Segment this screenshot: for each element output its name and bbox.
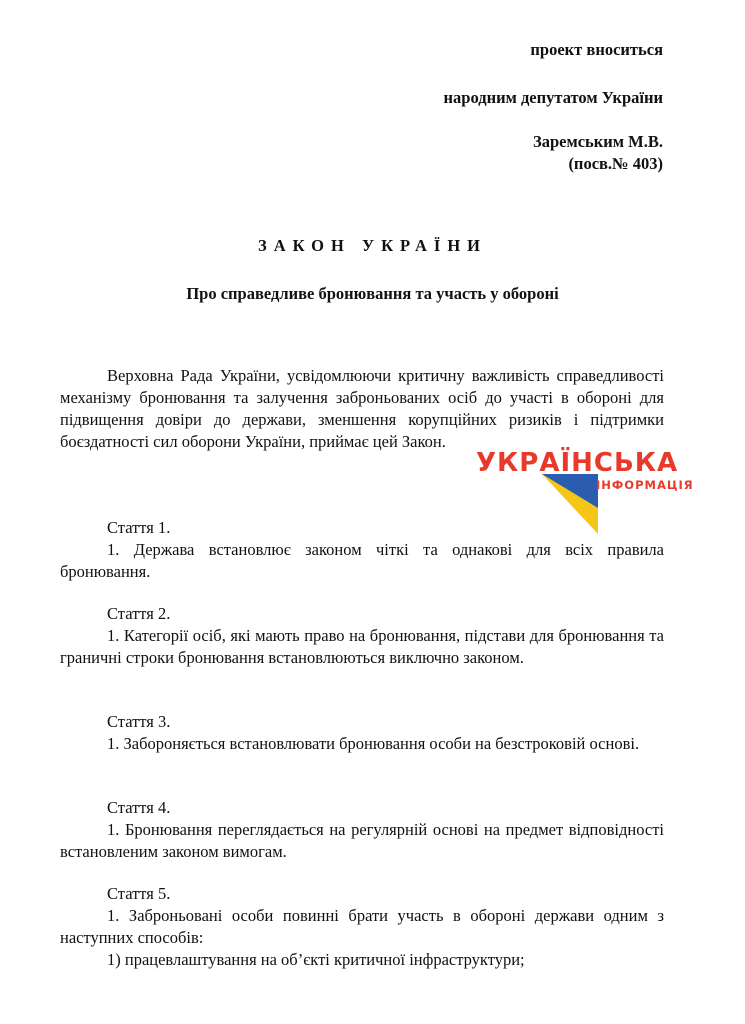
article-text: 1. Держава встановлює законом чіткі та однакові для всіх правила бронювання. xyxy=(60,540,664,581)
article-heading: Стаття 4. xyxy=(107,798,171,817)
header-line-author: Заремським М.В. xyxy=(533,132,663,151)
flag-triangle-icon xyxy=(542,474,598,534)
watermark-logo xyxy=(470,448,700,538)
law-subtitle: Про справедливе бронювання та участь у обороні xyxy=(186,284,559,303)
article-text: 1. Забороняється встановлювати бронювання особи на безстроковій основі. xyxy=(107,734,640,753)
watermark-subtitle: ІНФОРМАЦІЯ xyxy=(596,478,694,492)
article-heading: Стаття 2. xyxy=(107,604,171,623)
article-text: 1. Категорії осіб, які мають право на бронювання, підстави для бронювання та граничні строки бронювання встановлюються виключно законом. xyxy=(60,626,664,667)
article-heading: Стаття 3. xyxy=(107,712,171,731)
header-line-deputy: народним депутатом України xyxy=(443,88,663,107)
article-heading: Стаття 5. xyxy=(107,884,171,903)
article-text: 1. Заброньовані особи повинні брати участь в обороні держави одним з наступних способів: xyxy=(60,906,664,947)
article-text: 1. Бронювання переглядається на регулярній основі на предмет відповідності встановленим законом вимогам. xyxy=(60,820,664,861)
article-heading: Стаття 1. xyxy=(107,518,171,537)
watermark-title: УКРАЇНСЬКА xyxy=(476,448,679,478)
header-line-certificate: (посв.№ 403) xyxy=(568,154,663,173)
article-list-item: 1) працевлаштування на об’єкті критичної інфраструктури; xyxy=(107,950,525,969)
header-line-submitted: проект вноситься xyxy=(530,40,663,59)
preamble-paragraph: Верховна Рада України, усвідомлюючи критичну важливість справедливості механізму бронювання та залучення заброньованих осіб до участі в обороні для підвищення довіри до держави, зменшення корупційних ризиків і підтримки боєздатності сил оборони України, приймає цей Закон. xyxy=(60,366,664,451)
law-title: ЗАКОН УКРАЇНИ xyxy=(257,236,488,255)
